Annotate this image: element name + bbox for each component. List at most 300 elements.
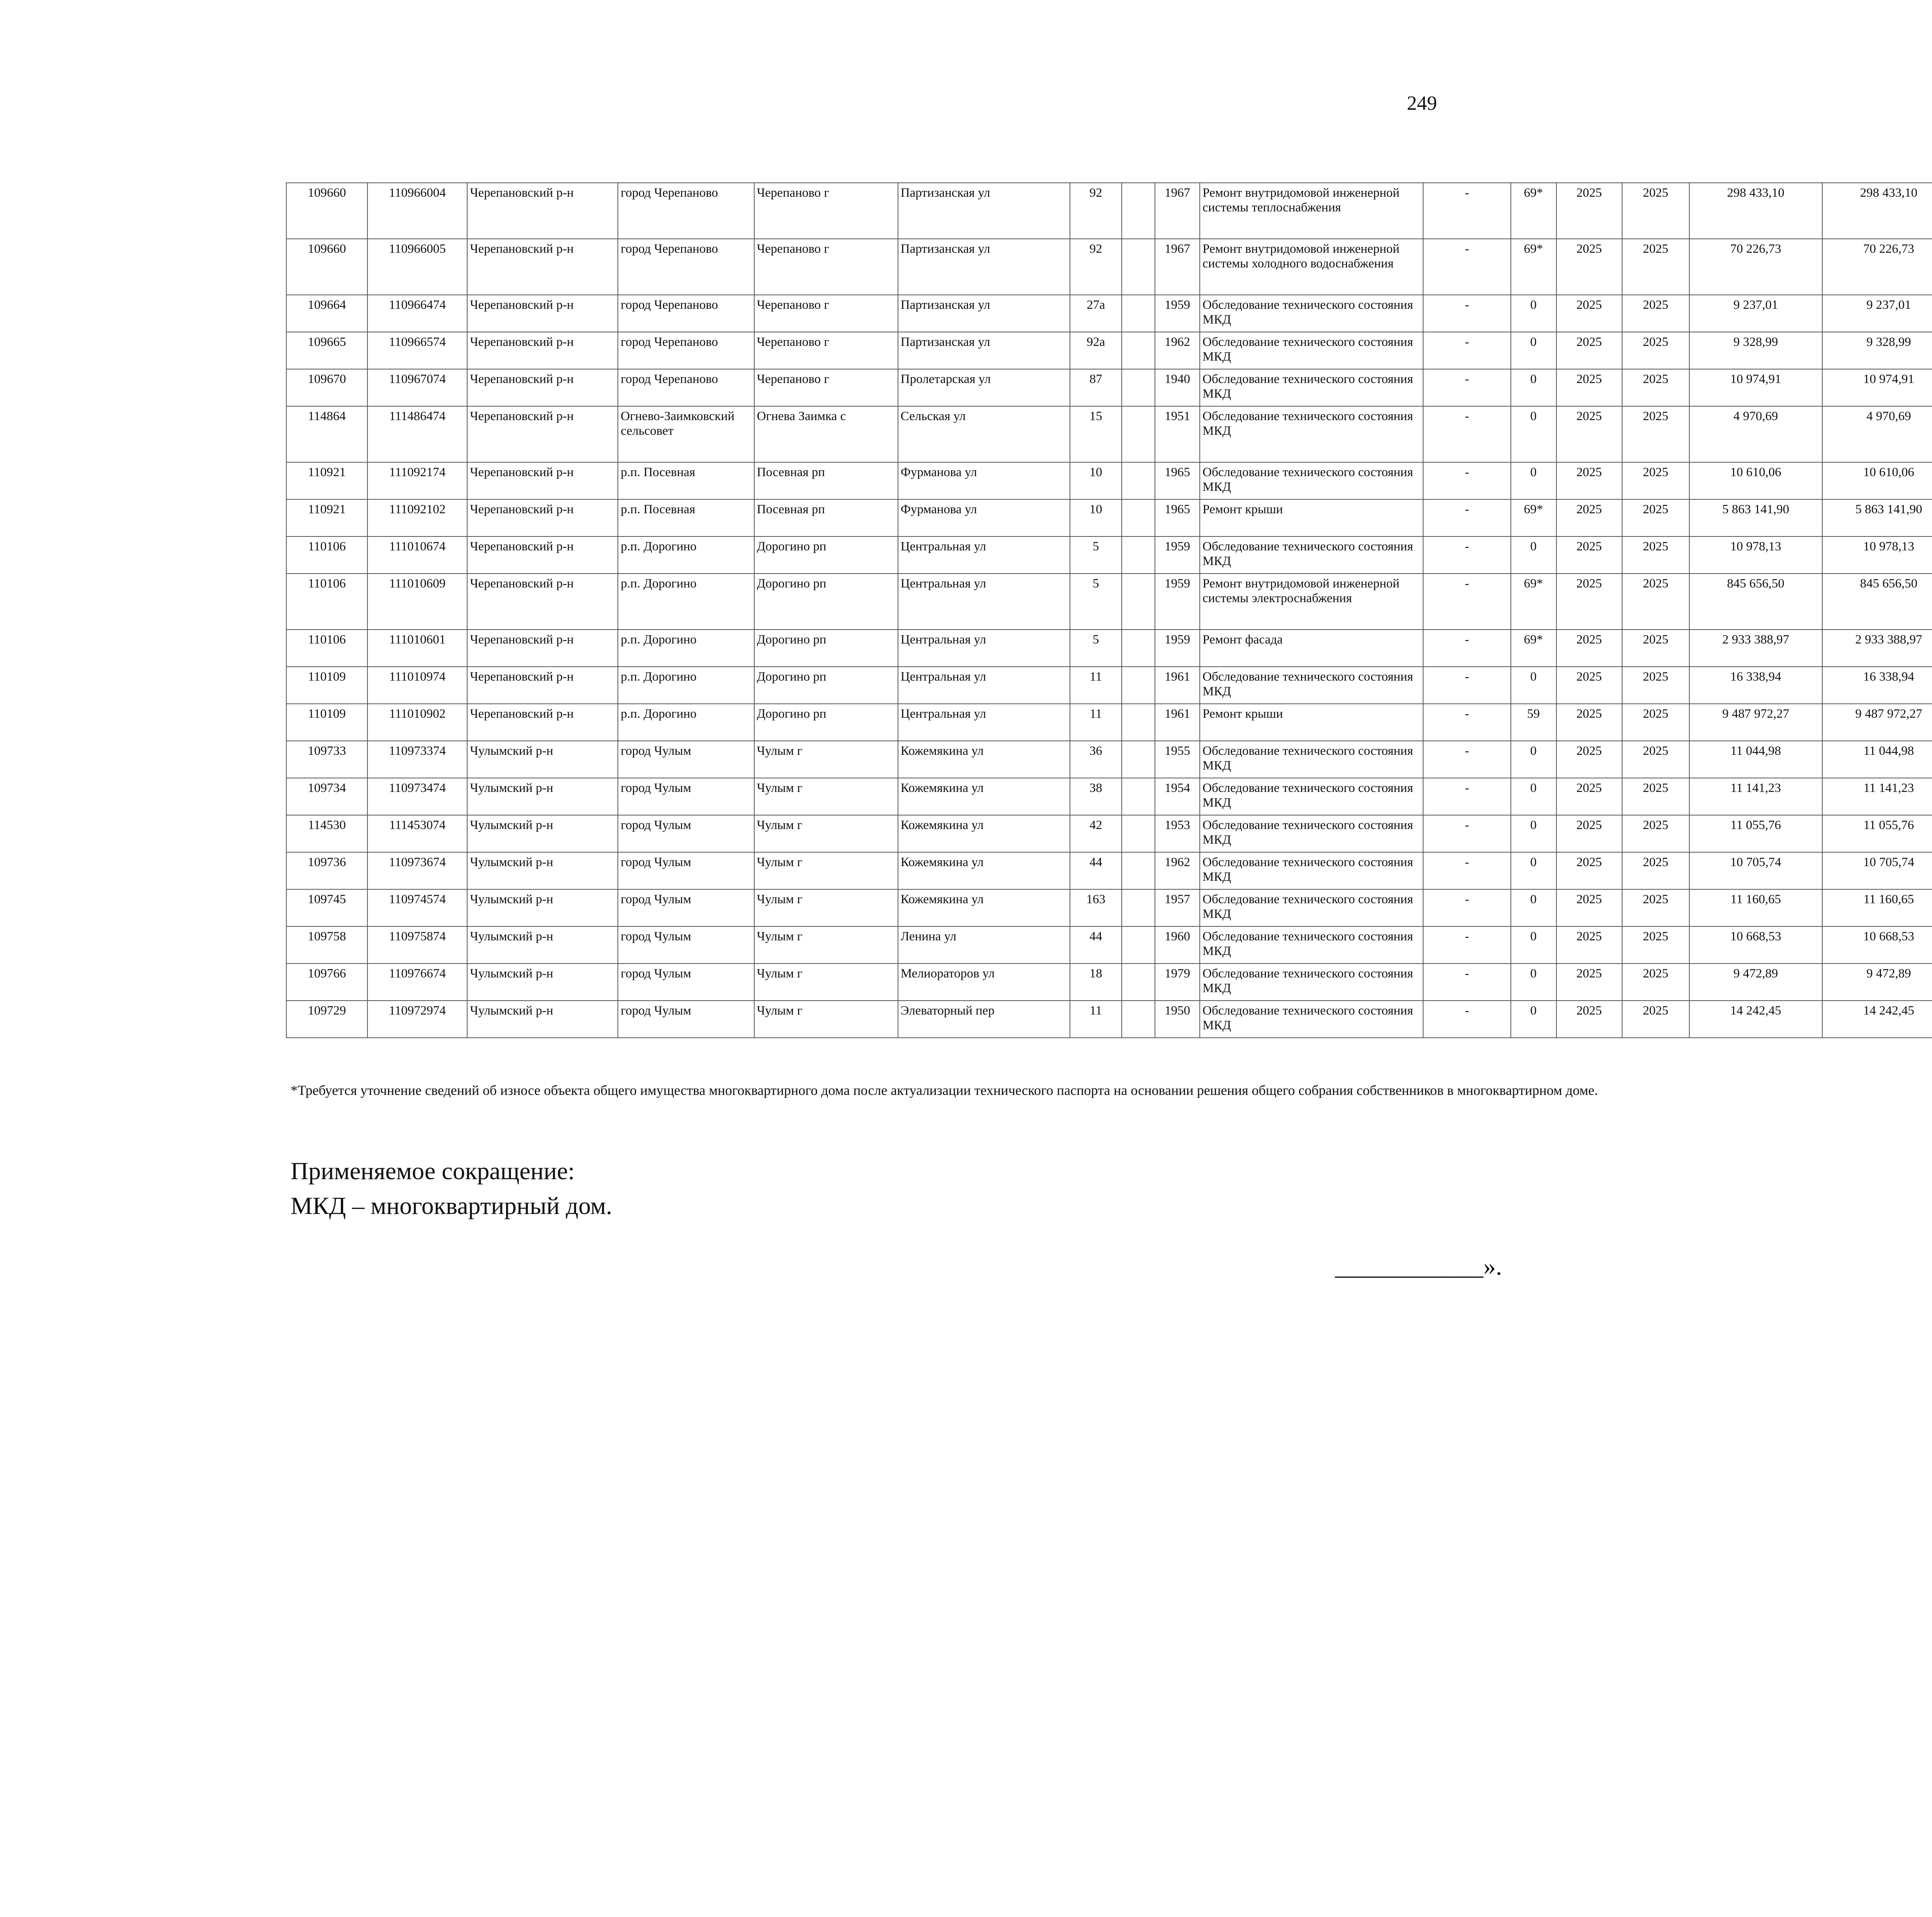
cell-wear: 0 (1511, 815, 1556, 852)
cell-total-cost: 16 338,94 (1689, 667, 1822, 704)
table-row (286, 667, 1932, 704)
cell-year-start: 2025 (1556, 852, 1622, 889)
cell-dash: - (1423, 332, 1510, 369)
cell-id: 109660 (286, 239, 367, 295)
cell-id: 109664 (286, 295, 367, 332)
cell-street: Фурманова ул (898, 499, 1070, 536)
cell-house: 5 (1070, 536, 1122, 574)
cell-locality: Чулым г (754, 889, 898, 926)
cell-building (1122, 574, 1155, 630)
cell-total-cost: 11 044,98 (1689, 741, 1822, 778)
cell-street: Фурманова ул (898, 462, 1070, 499)
cell-work: Обследование технического состояния МКД (1200, 778, 1423, 815)
cell-year: 1961 (1155, 704, 1200, 741)
cell-district: Черепановский р-н (467, 704, 618, 741)
cell-id: 110921 (286, 462, 367, 499)
abbreviations-block (291, 1154, 1450, 1223)
cell-year-end: 2025 (1622, 704, 1689, 741)
cell-wear: 0 (1511, 369, 1556, 406)
cell-locality: Черепаново г (754, 332, 898, 369)
cell-house: 15 (1070, 406, 1122, 462)
cell-district: Черепановский р-н (467, 667, 618, 704)
cell-total-cost: 10 610,06 (1689, 462, 1822, 499)
table-row (286, 183, 1932, 239)
cell-municipality: город Черепаново (618, 332, 754, 369)
cell-dash: - (1423, 964, 1510, 1001)
cell-house: 163 (1070, 889, 1122, 926)
cell-code: 111010609 (367, 574, 467, 630)
cell-building (1122, 667, 1155, 704)
cell-fund-amount: 11 044,98 (1822, 741, 1932, 778)
cell-wear: 0 (1511, 964, 1556, 1001)
cell-year: 1950 (1155, 1001, 1200, 1038)
cell-building (1122, 536, 1155, 574)
cell-work: Обследование технического состояния МКД (1200, 369, 1423, 406)
cell-district: Черепановский р-н (467, 332, 618, 369)
cell-street: Элеваторный пер (898, 1001, 1070, 1038)
table-row (286, 574, 1932, 630)
cell-id: 109729 (286, 1001, 367, 1038)
cell-dash: - (1423, 741, 1510, 778)
cell-locality: Чулым г (754, 926, 898, 964)
table-row (286, 332, 1932, 369)
cell-street: Центральная ул (898, 536, 1070, 574)
cell-district: Черепановский р-н (467, 406, 618, 462)
cell-work: Обследование технического состояния МКД (1200, 964, 1423, 1001)
cell-district: Чулымский р-н (467, 741, 618, 778)
cell-house: 38 (1070, 778, 1122, 815)
cell-district: Чулымский р-н (467, 778, 618, 815)
cell-id: 110106 (286, 574, 367, 630)
cell-total-cost: 4 970,69 (1689, 406, 1822, 462)
cell-locality: Посевная рп (754, 499, 898, 536)
cell-house: 42 (1070, 815, 1122, 852)
cell-wear: 59 (1511, 704, 1556, 741)
cell-fund-amount: 11 160,65 (1822, 889, 1932, 926)
cell-locality: Черепаново г (754, 239, 898, 295)
cell-district: Черепановский р-н (467, 239, 618, 295)
cell-work: Обследование технического состояния МКД (1200, 926, 1423, 964)
cell-year-start: 2025 (1556, 704, 1622, 741)
cell-wear: 69* (1511, 499, 1556, 536)
cell-year-start: 2025 (1556, 406, 1622, 462)
cell-year: 1957 (1155, 889, 1200, 926)
cell-year: 1955 (1155, 741, 1200, 778)
cell-code: 111010601 (367, 630, 467, 667)
cell-code: 111453074 (367, 815, 467, 852)
cell-wear: 69* (1511, 630, 1556, 667)
cell-municipality: р.п. Посевная (618, 499, 754, 536)
cell-dash: - (1423, 889, 1510, 926)
cell-district: Черепановский р-н (467, 369, 618, 406)
cell-year: 1960 (1155, 926, 1200, 964)
cell-year: 1965 (1155, 462, 1200, 499)
table-row (286, 1001, 1932, 1038)
cell-work: Обследование технического состояния МКД (1200, 295, 1423, 332)
cell-work: Ремонт внутридомовой инженерной системы теплоснабжения (1200, 183, 1423, 239)
cell-municipality: город Чулым (618, 778, 754, 815)
cell-house: 87 (1070, 369, 1122, 406)
cell-locality: Черепаново г (754, 369, 898, 406)
cell-fund-amount: 10 978,13 (1822, 536, 1932, 574)
cell-id: 110109 (286, 667, 367, 704)
cell-municipality: город Чулым (618, 815, 754, 852)
cell-district: Черепановский р-н (467, 536, 618, 574)
cell-total-cost: 9 487 972,27 (1689, 704, 1822, 741)
cell-municipality: город Чулым (618, 1001, 754, 1038)
cell-total-cost: 298 433,10 (1689, 183, 1822, 239)
cell-id: 110106 (286, 536, 367, 574)
cell-building (1122, 369, 1155, 406)
cell-building (1122, 741, 1155, 778)
cell-street: Кожемякина ул (898, 741, 1070, 778)
cell-district: Чулымский р-н (467, 926, 618, 964)
cell-fund-amount: 9 328,99 (1822, 332, 1932, 369)
cell-code: 111092102 (367, 499, 467, 536)
cell-work: Ремонт внутридомовой инженерной системы электроснабжения (1200, 574, 1423, 630)
table-row (286, 295, 1932, 332)
cell-municipality: город Чулым (618, 926, 754, 964)
cell-district: Черепановский р-н (467, 183, 618, 239)
cell-id: 109745 (286, 889, 367, 926)
cell-total-cost: 5 863 141,90 (1689, 499, 1822, 536)
cell-house: 5 (1070, 574, 1122, 630)
cell-locality: Чулым г (754, 741, 898, 778)
cell-year-start: 2025 (1556, 889, 1622, 926)
cell-code: 110973674 (367, 852, 467, 889)
cell-total-cost: 11 141,23 (1689, 778, 1822, 815)
table-row (286, 741, 1932, 778)
cell-locality: Посевная рп (754, 462, 898, 499)
cell-total-cost: 9 328,99 (1689, 332, 1822, 369)
cell-year-end: 2025 (1622, 889, 1689, 926)
cell-code: 110975874 (367, 926, 467, 964)
cell-locality: Огнева Заимка с (754, 406, 898, 462)
cell-year-start: 2025 (1556, 239, 1622, 295)
cell-wear: 0 (1511, 536, 1556, 574)
cell-year: 1959 (1155, 295, 1200, 332)
table-row (286, 536, 1932, 574)
cell-id: 109660 (286, 183, 367, 239)
cell-locality: Дорогино рп (754, 630, 898, 667)
cell-year: 1953 (1155, 815, 1200, 852)
cell-work: Обследование технического состояния МКД (1200, 536, 1423, 574)
cell-id: 109766 (286, 964, 367, 1001)
cell-work: Обследование технического состояния МКД (1200, 406, 1423, 462)
table-row (286, 499, 1932, 536)
cell-year: 1967 (1155, 183, 1200, 239)
cell-dash: - (1423, 295, 1510, 332)
cell-dash: - (1423, 778, 1510, 815)
cell-street: Пролетарская ул (898, 369, 1070, 406)
cell-dash: - (1423, 667, 1510, 704)
cell-year-end: 2025 (1622, 369, 1689, 406)
cell-year-end: 2025 (1622, 183, 1689, 239)
cell-fund-amount: 11 055,76 (1822, 815, 1932, 852)
cell-locality: Чулым г (754, 964, 898, 1001)
cell-year-start: 2025 (1556, 778, 1622, 815)
cell-building (1122, 295, 1155, 332)
cell-street: Центральная ул (898, 630, 1070, 667)
cell-total-cost: 14 242,45 (1689, 1001, 1822, 1038)
cell-id: 109665 (286, 332, 367, 369)
cell-year-end: 2025 (1622, 536, 1689, 574)
cell-street: Ленина ул (898, 926, 1070, 964)
cell-code: 110974574 (367, 889, 467, 926)
cell-year-end: 2025 (1622, 295, 1689, 332)
cell-fund-amount: 298 433,10 (1822, 183, 1932, 239)
cell-municipality: город Черепаново (618, 295, 754, 332)
cell-building (1122, 406, 1155, 462)
cell-year: 1959 (1155, 574, 1200, 630)
cell-year-start: 2025 (1556, 667, 1622, 704)
cell-year-end: 2025 (1622, 778, 1689, 815)
cell-building (1122, 778, 1155, 815)
cell-municipality: р.п. Дорогино (618, 630, 754, 667)
cell-work: Ремонт крыши (1200, 704, 1423, 741)
page-number: 249 (1407, 92, 1437, 114)
cell-house: 36 (1070, 741, 1122, 778)
cell-year-end: 2025 (1622, 406, 1689, 462)
cell-code: 110966474 (367, 295, 467, 332)
cell-code: 111486474 (367, 406, 467, 462)
table-row (286, 630, 1932, 667)
cell-municipality: р.п. Дорогино (618, 574, 754, 630)
cell-id: 114864 (286, 406, 367, 462)
cell-house: 11 (1070, 1001, 1122, 1038)
cell-building (1122, 852, 1155, 889)
cell-wear: 0 (1511, 1001, 1556, 1038)
cell-locality: Дорогино рп (754, 667, 898, 704)
cell-wear: 0 (1511, 741, 1556, 778)
cell-total-cost: 2 933 388,97 (1689, 630, 1822, 667)
cell-locality: Чулым г (754, 852, 898, 889)
cell-wear: 0 (1511, 406, 1556, 462)
cell-work: Обследование технического состояния МКД (1200, 332, 1423, 369)
cell-house: 44 (1070, 852, 1122, 889)
cell-work: Обследование технического состояния МКД (1200, 815, 1423, 852)
cell-fund-amount: 70 226,73 (1822, 239, 1932, 295)
table-row (286, 778, 1932, 815)
cell-code: 111010902 (367, 704, 467, 741)
cell-code: 110966005 (367, 239, 467, 295)
cell-work: Обследование технического состояния МКД (1200, 741, 1423, 778)
cell-year-start: 2025 (1556, 964, 1622, 1001)
cell-municipality: р.п. Дорогино (618, 667, 754, 704)
cell-fund-amount: 845 656,50 (1822, 574, 1932, 630)
cell-total-cost: 845 656,50 (1689, 574, 1822, 630)
cell-district: Черепановский р-н (467, 295, 618, 332)
cell-house: 11 (1070, 704, 1122, 741)
cell-street: Центральная ул (898, 667, 1070, 704)
cell-year: 1961 (1155, 667, 1200, 704)
cell-street: Кожемякина ул (898, 815, 1070, 852)
cell-total-cost: 9 237,01 (1689, 295, 1822, 332)
cell-year: 1951 (1155, 406, 1200, 462)
cell-street: Партизанская ул (898, 332, 1070, 369)
cell-year-end: 2025 (1622, 499, 1689, 536)
table-row (286, 239, 1932, 295)
cell-wear: 0 (1511, 332, 1556, 369)
cell-building (1122, 332, 1155, 369)
cell-house: 92 (1070, 183, 1122, 239)
cell-id: 110921 (286, 499, 367, 536)
cell-locality: Дорогино рп (754, 536, 898, 574)
cell-municipality: город Черепаново (618, 239, 754, 295)
cell-house: 44 (1070, 926, 1122, 964)
cell-fund-amount: 11 141,23 (1822, 778, 1932, 815)
cell-dash: - (1423, 574, 1510, 630)
table-row (286, 369, 1932, 406)
cell-total-cost: 10 705,74 (1689, 852, 1822, 889)
cell-fund-amount: 16 338,94 (1822, 667, 1932, 704)
cell-wear: 69* (1511, 183, 1556, 239)
cell-year: 1959 (1155, 630, 1200, 667)
cell-municipality: город Черепаново (618, 183, 754, 239)
cell-code: 110967074 (367, 369, 467, 406)
cell-fund-amount: 9 472,89 (1822, 964, 1932, 1001)
cell-fund-amount: 4 970,69 (1822, 406, 1932, 462)
cell-wear: 0 (1511, 667, 1556, 704)
cell-district: Чулымский р-н (467, 852, 618, 889)
cell-fund-amount: 10 974,91 (1822, 369, 1932, 406)
table-row (286, 964, 1932, 1001)
cell-municipality: р.п. Дорогино (618, 536, 754, 574)
cell-street: Партизанская ул (898, 295, 1070, 332)
cell-work: Обследование технического состояния МКД (1200, 462, 1423, 499)
cell-district: Черепановский р-н (467, 574, 618, 630)
cell-municipality: город Чулым (618, 741, 754, 778)
cell-dash: - (1423, 239, 1510, 295)
cell-work: Ремонт крыши (1200, 499, 1423, 536)
cell-dash: - (1423, 183, 1510, 239)
cell-year: 1962 (1155, 332, 1200, 369)
cell-id: 110109 (286, 704, 367, 741)
table-row (286, 889, 1932, 926)
cell-dash: - (1423, 462, 1510, 499)
cell-total-cost: 10 974,91 (1689, 369, 1822, 406)
cell-work: Обследование технического состояния МКД (1200, 1001, 1423, 1038)
table-row (286, 852, 1932, 889)
cell-year: 1940 (1155, 369, 1200, 406)
cell-street: Центральная ул (898, 574, 1070, 630)
cell-work: Ремонт внутридомовой инженерной системы холодного водоснабжения (1200, 239, 1423, 295)
cell-year-end: 2025 (1622, 462, 1689, 499)
cell-municipality: р.п. Дорогино (618, 704, 754, 741)
cell-municipality: р.п. Посевная (618, 462, 754, 499)
cell-building (1122, 704, 1155, 741)
cell-municipality: Огнево-Заимковский сельсовет (618, 406, 754, 462)
cell-municipality: город Чулым (618, 964, 754, 1001)
cell-year: 1967 (1155, 239, 1200, 295)
cell-wear: 0 (1511, 462, 1556, 499)
program-table (286, 182, 1932, 1038)
cell-street: Мелиораторов ул (898, 964, 1070, 1001)
cell-locality: Чулым г (754, 778, 898, 815)
closing-line: ____________». (1335, 1253, 1502, 1280)
cell-building (1122, 815, 1155, 852)
table-row (286, 926, 1932, 964)
cell-locality: Чулым г (754, 815, 898, 852)
cell-locality: Чулым г (754, 1001, 898, 1038)
cell-year-start: 2025 (1556, 741, 1622, 778)
cell-wear: 0 (1511, 889, 1556, 926)
cell-year-start: 2025 (1556, 815, 1622, 852)
cell-year: 1959 (1155, 536, 1200, 574)
cell-building (1122, 926, 1155, 964)
cell-house: 5 (1070, 630, 1122, 667)
cell-year: 1965 (1155, 499, 1200, 536)
cell-id: 109758 (286, 926, 367, 964)
cell-code: 111010974 (367, 667, 467, 704)
cell-wear: 0 (1511, 926, 1556, 964)
cell-work: Обследование технического состояния МКД (1200, 667, 1423, 704)
cell-year: 1979 (1155, 964, 1200, 1001)
cell-street: Кожемякина ул (898, 778, 1070, 815)
cell-district: Черепановский р-н (467, 462, 618, 499)
cell-year-end: 2025 (1622, 964, 1689, 1001)
cell-year-start: 2025 (1556, 462, 1622, 499)
cell-total-cost: 70 226,73 (1689, 239, 1822, 295)
cell-id: 109736 (286, 852, 367, 889)
cell-building (1122, 964, 1155, 1001)
cell-code: 110973374 (367, 741, 467, 778)
table-row (286, 406, 1932, 462)
cell-house: 27а (1070, 295, 1122, 332)
cell-work: Ремонт фасада (1200, 630, 1423, 667)
cell-code: 110973474 (367, 778, 467, 815)
cell-year-end: 2025 (1622, 574, 1689, 630)
cell-year: 1962 (1155, 852, 1200, 889)
cell-wear: 69* (1511, 239, 1556, 295)
cell-year-end: 2025 (1622, 630, 1689, 667)
cell-year: 1954 (1155, 778, 1200, 815)
cell-year-start: 2025 (1556, 183, 1622, 239)
cell-year-end: 2025 (1622, 741, 1689, 778)
cell-dash: - (1423, 369, 1510, 406)
cell-locality: Дорогино рп (754, 574, 898, 630)
cell-year-start: 2025 (1556, 536, 1622, 574)
cell-id: 110106 (286, 630, 367, 667)
cell-locality: Черепаново г (754, 183, 898, 239)
cell-year-start: 2025 (1556, 332, 1622, 369)
cell-work: Обследование технического состояния МКД (1200, 852, 1423, 889)
cell-dash: - (1423, 1001, 1510, 1038)
cell-code: 110972974 (367, 1001, 467, 1038)
cell-wear: 69* (1511, 574, 1556, 630)
cell-district: Чулымский р-н (467, 815, 618, 852)
table-row (286, 462, 1932, 499)
cell-building (1122, 499, 1155, 536)
cell-year-start: 2025 (1556, 630, 1622, 667)
cell-municipality: город Чулым (618, 889, 754, 926)
cell-municipality: город Черепаново (618, 369, 754, 406)
cell-house: 11 (1070, 667, 1122, 704)
cell-locality: Дорогино рп (754, 704, 898, 741)
cell-dash: - (1423, 536, 1510, 574)
cell-year-start: 2025 (1556, 1001, 1622, 1038)
cell-year-end: 2025 (1622, 815, 1689, 852)
cell-building (1122, 462, 1155, 499)
cell-year-start: 2025 (1556, 574, 1622, 630)
cell-year-end: 2025 (1622, 926, 1689, 964)
cell-year-end: 2025 (1622, 332, 1689, 369)
cell-year-end: 2025 (1622, 239, 1689, 295)
cell-street: Партизанская ул (898, 239, 1070, 295)
footnote: *Требуется уточнение сведений об износе объекта общего имущества многоквартирного дома после актуализации технического паспорта на основании решения общего собрания собственников в многоквартирном доме. (291, 1083, 1598, 1098)
cell-year-end: 2025 (1622, 852, 1689, 889)
cell-year-start: 2025 (1556, 926, 1622, 964)
